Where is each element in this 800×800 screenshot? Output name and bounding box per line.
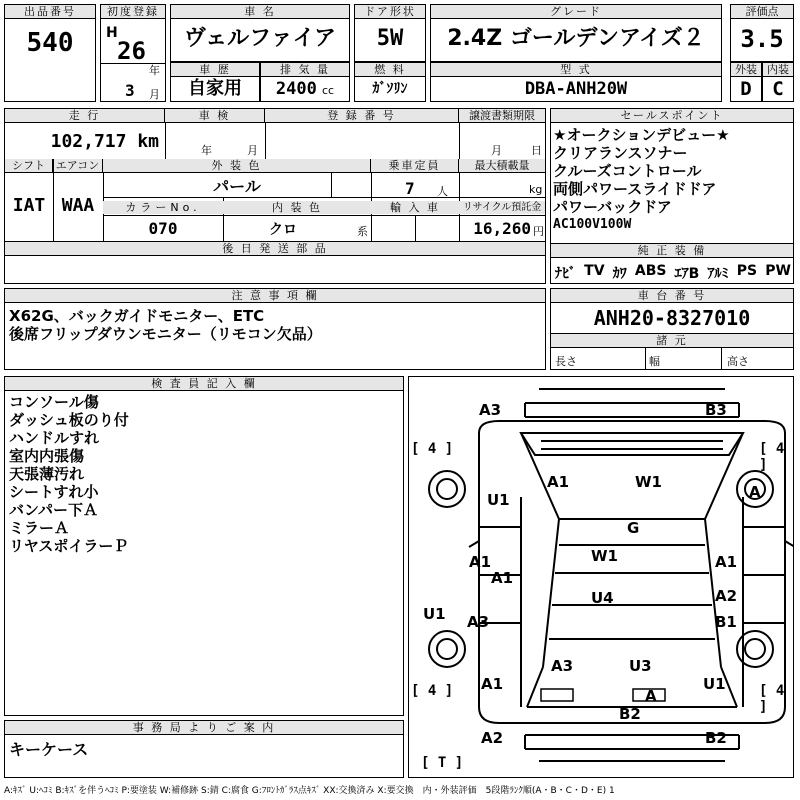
damage-mark: A1 — [469, 553, 492, 571]
legend: A:ｷｽﾞ U:ﾍｺﾐ B:ｷｽﾞを伴うﾍｺﾐ P:要塗装 W:補修跡 S:錆 C:腐食 G:ﾌﾛﾝﾄｶﾞﾗｽ点ｷｽﾞ XX:交換済み X:要交換 内・外装評価 5段階ﾗﾝｸ順(A・B・C・D・E) 1 — [4, 786, 615, 796]
reg-month: 3 — [125, 81, 135, 100]
lot-number: 540 — [26, 28, 74, 58]
inspector-line: シートすれ小 — [9, 483, 99, 501]
sales-item: AC100V100W — [553, 217, 632, 232]
office-label: 事 務 局 よ り ご 案 内 — [5, 721, 403, 735]
damage-mark: B2 — [619, 705, 641, 723]
ac: WAA — [61, 195, 95, 216]
grade-box — [430, 4, 722, 62]
damage-mark: A — [645, 687, 657, 705]
office-note: キーケース — [9, 740, 89, 759]
notes-label: 注 意 事 項 欄 — [5, 289, 545, 303]
sales-item: クリアランスソナー — [553, 144, 688, 162]
equipment-item: ABS — [634, 263, 667, 279]
car-name-label: 車 名 — [171, 5, 349, 19]
fuel: ｶﾞｿﾘﾝ — [372, 81, 408, 97]
inspection-year-unit: 年 — [201, 144, 212, 157]
office-box — [4, 720, 404, 778]
inspector-line: 室内内張傷 — [9, 447, 85, 465]
model-label: 型 式 — [431, 63, 721, 77]
lot-label: 出品番号 — [5, 5, 95, 19]
spare-tire: [ T ] — [421, 755, 464, 771]
seats-unit: 人 — [437, 185, 448, 198]
shift-label: シフト — [5, 159, 53, 173]
exterior-score-box — [730, 62, 762, 102]
notes-box — [4, 288, 546, 370]
color: パール — [213, 177, 261, 196]
import-label: 輸 入 車 — [371, 201, 459, 214]
chassis-number: ANH20-8327010 — [593, 306, 751, 330]
ac-label: エアコン — [53, 159, 103, 173]
sales-item: クルーズコントロール — [553, 162, 702, 180]
era: H — [106, 25, 118, 41]
damage-mark: A2 — [481, 729, 504, 747]
inspector-box — [4, 376, 404, 716]
length-label: 長さ — [555, 355, 577, 368]
tire-tread: [ 4 ] — [759, 441, 785, 473]
displacement-label: 排 気 量 — [261, 63, 349, 77]
equipment-item: ｴｱB — [674, 266, 700, 282]
later-parts-label: 後 日 発 送 部 品 — [5, 242, 545, 256]
tire-tread: [ 4 ] — [411, 683, 454, 699]
car-name: ヴェルファイア — [183, 26, 337, 51]
exterior-score: D — [740, 78, 752, 100]
recycle-label: リサイクル預託金 — [459, 201, 545, 214]
transfer-month-unit: 月 — [491, 144, 502, 157]
inspector-line: ダッシュ板のり付 — [9, 411, 129, 429]
mileage: 102,717 km — [50, 131, 159, 152]
damage-mark: U4 — [591, 589, 614, 607]
displacement-unit: cc — [321, 84, 335, 97]
inspector-label: 検 査 員 記 入 欄 — [5, 377, 403, 391]
transfer-day-unit: 日 — [531, 144, 542, 157]
inspector-line: ミラーＡ — [9, 519, 70, 537]
grade: 2.4Z ゴールデンアイズ２ — [447, 26, 705, 51]
interior-color-label: 内 装 色 — [223, 201, 371, 214]
score-box — [730, 4, 794, 62]
interior-color: クロ — [269, 222, 297, 238]
interior-label: 内装 — [763, 63, 793, 77]
shift: IAT — [12, 195, 46, 216]
damage-mark: A3 — [479, 401, 502, 419]
car-diagram-svg — [409, 377, 793, 777]
interior-score: C — [772, 78, 784, 100]
damage-mark: B2 — [705, 729, 727, 747]
door-box — [354, 4, 426, 62]
inspector-line: バンパー下Ａ — [9, 501, 98, 519]
damage-mark: U1 — [487, 491, 510, 509]
plate-label: 登 録 番 号 — [265, 109, 459, 123]
interior-color-unit: 系 — [357, 225, 368, 238]
history: 自家用 — [188, 78, 242, 99]
year-unit: 年 — [149, 64, 160, 77]
spec-label: 諸 元 — [551, 333, 793, 348]
registration-box — [100, 4, 166, 102]
damage-diagram — [408, 376, 794, 778]
inspector-line: リヤスポイラーＰ — [9, 537, 129, 555]
inspector-line: コンソール傷 — [9, 393, 99, 411]
history-box — [170, 62, 260, 102]
equipment-item: TV — [584, 263, 605, 279]
damage-mark: A1 — [547, 473, 570, 491]
inspector-line: 天張薄汚れ — [9, 465, 85, 483]
fuel-box — [354, 62, 426, 102]
score-label: 評価点 — [731, 5, 793, 19]
damage-mark: A2 — [715, 587, 738, 605]
model: DBA-ANH20W — [524, 79, 628, 99]
equipment-label: 純 正 装 備 — [551, 243, 793, 258]
colorno-label: カラーNo. — [103, 201, 223, 214]
sales-item: 両側パワースライドドア — [553, 180, 717, 198]
inspector-line: ハンドルすれ — [9, 429, 100, 447]
month-unit: 月 — [149, 88, 160, 101]
damage-mark: U3 — [629, 657, 652, 675]
car-name-box — [170, 4, 350, 62]
sales-label: セールスポイント — [551, 109, 793, 123]
equipment-list — [555, 263, 791, 283]
lot-box — [4, 4, 96, 102]
damage-mark: A3 — [551, 657, 574, 675]
damage-mark: A1 — [481, 675, 504, 693]
damage-mark: B3 — [705, 401, 727, 419]
equipment-item: ﾅﾋﾞ — [555, 266, 576, 282]
width-label: 幅 — [649, 355, 660, 368]
color-label: 外 装 色 — [103, 159, 371, 173]
chassis-label: 車 台 番 号 — [551, 289, 793, 303]
sales-item: ★オークションデビュー★ — [553, 126, 730, 144]
damage-mark: U1 — [423, 605, 446, 623]
chassis-box — [550, 288, 794, 370]
inspection-label: 車 検 — [165, 109, 265, 123]
equipment-item: PW — [765, 263, 791, 279]
damage-mark: A3 — [467, 613, 490, 631]
load-unit: kg — [529, 183, 543, 196]
damage-mark: W1 — [591, 547, 618, 565]
exterior-label: 外装 — [731, 63, 761, 77]
interior-score-box — [762, 62, 794, 102]
transfer-label: 譲渡書類期限 — [459, 109, 545, 123]
damage-mark: G — [627, 519, 640, 537]
reg-year: 26 — [117, 37, 146, 65]
seats-label: 乗車定員 — [371, 159, 459, 173]
mileage-label: 走 行 — [5, 109, 165, 123]
registration-label: 初度登録 — [101, 5, 165, 19]
displacement: 2400 — [275, 79, 317, 99]
model-box — [430, 62, 722, 102]
tire-tread: [ 4 ] — [759, 683, 785, 715]
damage-mark: A1 — [715, 553, 738, 571]
grade-label: グレード — [431, 5, 721, 19]
history-label: 車 歴 — [171, 63, 259, 77]
door-type: 5W — [376, 26, 404, 51]
sales-item: パワーバックドア — [553, 198, 672, 216]
notes-line: X62G、バックガイドモニター、ETC — [9, 307, 265, 325]
damage-mark: A1 — [491, 569, 514, 587]
equipment-item: ｶﾜ — [612, 266, 627, 282]
seats: 7 — [405, 179, 415, 198]
recycle-unit: 円 — [533, 225, 544, 238]
damage-mark: A — [749, 483, 761, 501]
color-number: 070 — [148, 219, 178, 238]
equipment-item: PS — [736, 263, 758, 279]
height-label: 高さ — [727, 355, 749, 368]
fuel-label: 燃 料 — [355, 63, 425, 77]
notes-line: 後席フリップダウンモニター（リモコン欠品） — [9, 325, 322, 343]
damage-mark: W1 — [635, 473, 662, 491]
recycle-fee: 16,260 — [473, 219, 531, 238]
score: 3.5 — [740, 25, 784, 53]
sales-points — [550, 108, 794, 284]
door-label: ドア形状 — [355, 5, 425, 19]
tire-tread: [ 4 ] — [411, 441, 454, 457]
inspection-month-unit: 月 — [247, 144, 258, 157]
displacement-box — [260, 62, 350, 102]
damage-mark: U1 — [703, 675, 726, 693]
equipment-item: ｱﾙﾐ — [707, 266, 729, 282]
load-label: 最大積載量 — [459, 159, 545, 173]
damage-mark: B1 — [715, 613, 737, 631]
vehicle-details — [4, 108, 546, 284]
